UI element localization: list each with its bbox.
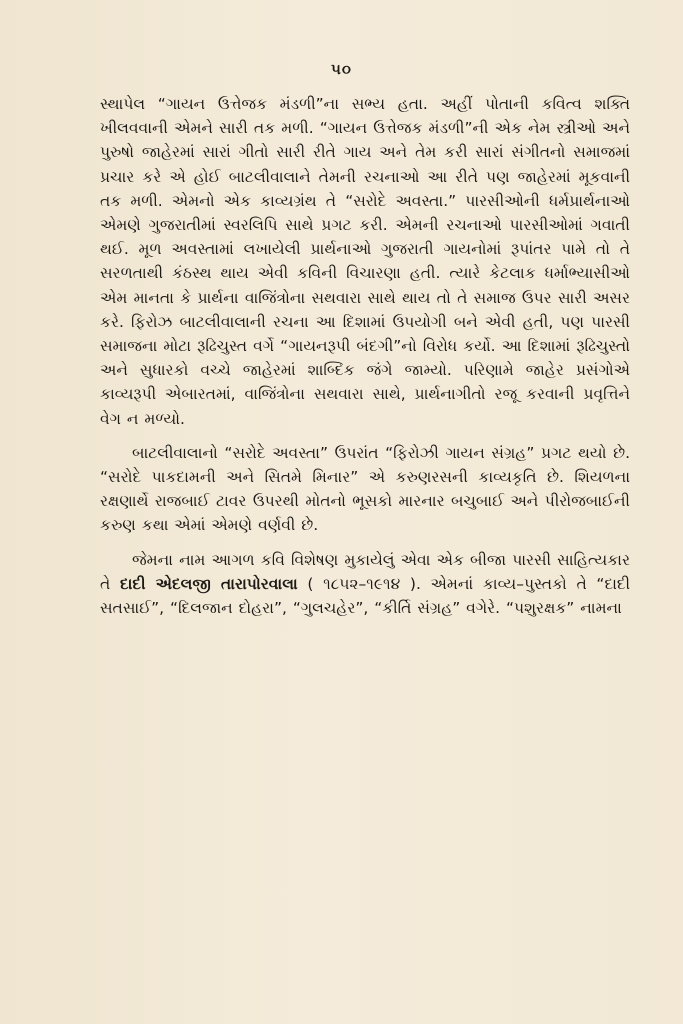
author-name-bold: દાદી એદલજી તારાપોરવાલા	[119, 574, 298, 593]
paragraph-2: બાટલીવાલાનો “સરોદે અવસ્તા” ઉપરાંત “ફિરોઝી ગાયન સંગ્રહ” પ્રગટ થયો છે. “સરોદે પાકદામની અને સિતમે મિનાર” એ કરુણરસની કાવ્યકૃતિ છે. શિયળના રક્ષણાર્થે રાજબાઈ ટાવર ઉપરથી મોતનો ભૂસકો મારનાર બચુબાઈ અને પીરોજબાઈની કરુણ કથા એમાં એમણે વર્ણવી છે.	[100, 443, 630, 535]
paragraph-3	[100, 548, 630, 621]
paragraph-3-tail: ( ૧૮૫૨–૧૯૧૪ ). એમનાં કાવ્ય–પુસ્તકો તે “દાદી સતસાઈ”, “દિલજાન દોહરા”, “ગુલચહેર”, “કીર્તિ સંગ્રહ” વગેરે. “પશુરક્ષક” નામના	[100, 574, 631, 618]
body-text	[100, 92, 630, 630]
paragraph-3-lead: જેમના નામ આગળ કવિ વિશેષણ મુકાયેલું એવા એક બીજા પારસી સાહિત્યકાર તે	[100, 550, 630, 593]
paragraph-1: સ્થાપેલ “ગાયન ઉત્તેજક મંડળી”ના સભ્ય હતા. અહીં પોતાની કવિત્વ શક્તિ ખીલવવાની એમને સારી તક મળી. “ગાયન ઉત્તેજક મંડળી”ની એક નેમ સ્ત્રીઓ અને પુરુષો જાહેરમાં સારાં ગીતો સારી રીતે ગાય અને તેમ કરી સારાં સંગીતનો સમાજમાં પ્રચાર કરે એ હોઈ બાટલીવાલાને તેમની રચનાઓ આ રીતે પણ જાહેરમાં મૂકવાની તક મળી. એમનો એક કાવ્યગ્રંથ તે “સરોદે અવસ્તા.” પારસીઓની ધર્મપ્રાર્થનાઓ એમણે ગુજરાતીમાં સ્વરલિપિ સાથે પ્રગટ કરી. એમની રચનાઓ પારસીઓમાં ગવાતી થઈ. મૂળ અવસ્તામાં લખાયેલી પ્રાર્થનાઓ ગુજરાતી ગાયનોમાં રૂપાંતર પામે તો તે સરળતાથી કંઠસ્થ થાય એવી કવિની વિચારણા હતી. ત્યારે કેટલાક ધર્માભ્યાસીઓ એમ માનતા કે પ્રાર્થના વાજિંત્રોના સથવારા સાથે થાય તો તે સમાજ ઉપર સારી અસર કરે. ફિરોઝ બાટલીવાલાની રચના આ દિશામાં ઉપયોગી બને એવી હતી, પણ પારસી સમાજના મોટા રૂઢિચુસ્ત વર્ગે “ગાયનરૂપી બંદગી”નો વિરોધ કર્યો. આ દિશામાં રૂઢિચુસ્તો અને સુધારકો વચ્ચે જાહેરમાં શાબ્દિક જંગે જામ્યો. પરિણામે જાહેર પ્રસંગોએ કાવ્યરૂપી એબારતમાં, વાજિંત્રોના સથવારા સાથે, પ્રાર્થનાગીતો રજૂ કરવાની પ્રવૃત્તિને વેગ ન મળ્યો.	[100, 95, 630, 428]
page-number: ૫૦	[331, 60, 352, 78]
